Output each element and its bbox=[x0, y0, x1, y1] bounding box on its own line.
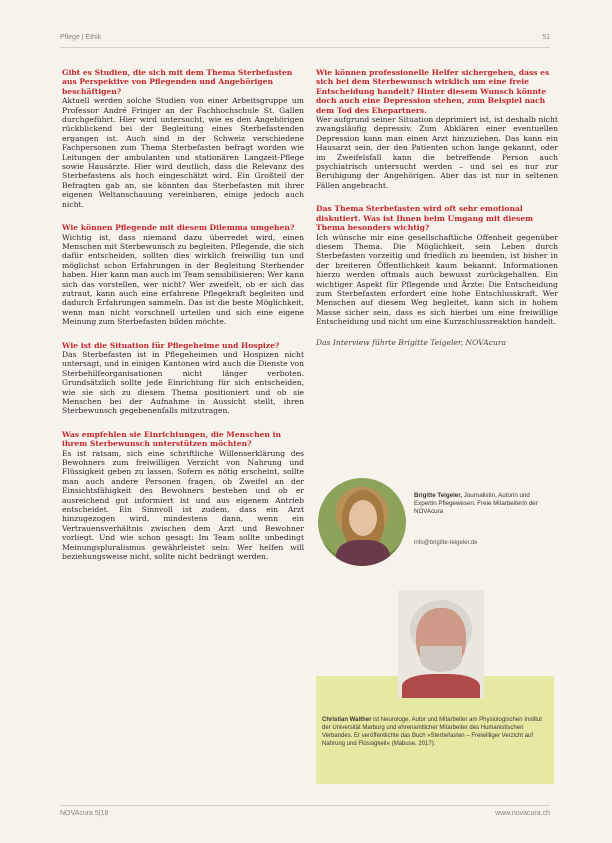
question-1: Gibt es Studien, die sich mit dem Thema Sterbefasten aus Perspektive von Pflegenden und Angehörigen beschäftigen? bbox=[62, 68, 293, 96]
bio-teigeler bbox=[414, 492, 550, 517]
author-photo-walther bbox=[398, 590, 484, 698]
answer-4: Es ist ratsam, sich eine schriftliche Willenserklärung des Bewohners zum freiwilligen Verzicht von Nahrung und Flüssigkeit geben zu lassen. Sofern es nötig erscheint, sollte man auch andere Personen fragen, ob Zweifel an der Einsichtsfähigkeit des Bewohners bestehen und ob er ausreichend gut informiert ist und aus eigenem Antrieb entscheidet. Ein Sinnvoll ist zudem, dass ein Arzt hinzugezogen wird, mindestens dann, wenn ein Vertrauensverhältnis zwischen dem Arzt und Bewohner vorliegt. Und wie schon gesagt: Im Team sollte unbedingt Meinungspluralismus gewährleistet sein: Wer helfen will beziehungsweise nicht, sollte nicht bedrängt werden. bbox=[62, 448, 304, 562]
answer-3: Das Sterbefasten ist in Pflegeheimen und Hospizen nicht untersagt, und in einigen Kantonen wird auch die Dienste von Sterbehilfeorganisationen nicht länger verboten. Grundsätzlich sollte jede Einrichtung für sich entscheiden, wie sie sich zu diesem Thema positioniert und ob sie Menschen bei der Aufnahme in Aussicht stellt, ihren Sterbewunsch gegebenenfalls mitzutragen. bbox=[62, 349, 304, 416]
right-column bbox=[316, 68, 558, 327]
running-header bbox=[60, 34, 550, 46]
question-2: Wie können Pflegende mit diesem Dilemma umgehen? bbox=[62, 223, 295, 233]
header-section: Pflege | Ethik bbox=[60, 34, 102, 41]
bio-walther-text: ist Neurologe, Autor und Mitarbeiter am Physiologischen Institut der Universität Marburg und ehrenamtlicher Mitarbeiter des Humanistischen Verbandes. Er veröffentlichte das Buch »Sterbefasten – Freiwilliger Verzicht auf Nahrung und Flüssigkeit« (Mabuse, 2017). bbox=[322, 717, 542, 747]
question-3: Wie ist die Situation für Pflegeheime und Hospize? bbox=[62, 340, 280, 350]
left-column bbox=[62, 68, 304, 562]
footer-issue: NOVAcura 5|18 bbox=[60, 810, 109, 817]
footer-website[interactable]: www.novacura.ch bbox=[495, 810, 550, 817]
answer-1: Aktuell werden solche Studien von einer Arbeitsgruppe um Professor André Fringer an der Fachhochschule St. Gallen durchgeführt. Hier wird untersucht, wie es den Angehörigen rückblickend bei der Begleitung eines Sterbefastenden ergangen ist. Auch sind in der Schweiz verschiedene Fachpersonen zum Thema Sterbefasten befragt worden wie Leitungen der ambulanten und stationären Langzeit-Pflege sowie Hausärzte. Hier wird deutlich, dass die Relevanz des Sterbefastens als hoch eingeschätzt wird. Ein Großteil der Befragten gab an, sie könnten das Sterbefasten mit ihrer eigenen Weltanschauung vereinbaren, einige jedoch auch nicht. bbox=[62, 96, 304, 209]
question-6: Das Thema Sterbefasten wird oft sehr emotional diskutiert. Was ist Ihnen beim Umgang mit diesem Thema besonders wichtig? bbox=[316, 204, 534, 233]
bio-teigeler-text: Journalistin, Autorin und Expertin Pflegewesen. Freie Mitarbeiterin der NOVAcura bbox=[414, 492, 538, 516]
answer-2: Wichtig ist, dass niemand dazu überredet wird, einen Menschen mit Sterbewunsch zu begleiten. Pflegende, die sich dafür entscheiden, sollten dies wirklich freiwillig tun und möglichst schon Erfahrungen in der Begleitung Sterbender haben. Hier kann man auch im Team sensibilisieren: Wer kann sich das vorstellen, wer nicht? Wer zweifelt, ob er sich das zutraut, kann auch eine erfahrene Pflegekraft begleiten und dadurch Erfahrungen sammeln. Das ist die beste Möglichkeit, wenn man nicht vorschnell urteilen und sich eine eigene Meinung zum Sterbefasten bilden möchte. bbox=[62, 232, 304, 327]
answer-5: Wer aufgrund seiner Situation deprimiert ist, ist deshalb nicht zwangsläufig depressiv. Zum Abklären einer eventuellen Depression kann man einen Arzt hinzuziehen. Das kann ein Hausarzt sein, der den Patienten schon lange gekannt, oder im Zweifelsfall kann die betreffende Person auch psychiatrisch untersucht werden – und sei es nur zur Beruhigung der Angehörigen. Aber das ist nur in seltenen Fällen angebracht. bbox=[316, 115, 558, 190]
interview-signature: Das Interview führte Brigitte Teigeler, NOVAcura bbox=[316, 338, 507, 347]
answer-6: Ich wünsche mir eine gesellschaftliche Offenheit gegenüber diesem Thema. Die Möglichkeit, sein Leben durch Sterbefasten vorzeitig und friedlich zu beenden, ist bisher in der breiteren Öffentlichkeit kaum bekannt. Informationen hierzu werden oftmals auch bewusst zurückgehalten. Ein wichtiger Aspekt für Pflegende und Ärzte: Die Entscheidung zum Sterbefasten erfordert eine hohe Entschlusskraft. Wer Menschen auf diesem Weg begleitet, kann sich in hohem Masse sicher sein, dass es sich hierbei um eine freiwillige Entscheidung und nicht um eine Kurzschlussreaktion handelt. bbox=[316, 232, 558, 327]
page-number: 51 bbox=[542, 34, 550, 41]
bio-teigeler-name: Brigitte Teigeler, bbox=[414, 492, 463, 499]
bio-teigeler-email[interactable]: info@brigitte-teigeler.de bbox=[414, 540, 478, 546]
question-5: Wie können professionelle Helfer sichergehen, dass es sich bei dem Sterbewunsch wirklich um eine freie Entscheidung handelt? Hinter diesem Wunsch könnte doch auch eine Depression stehen, zum Beispiel nach dem Tod des Ehepartners. bbox=[316, 68, 550, 115]
bio-walther bbox=[322, 716, 548, 748]
bio-walther-name: Christian Walther bbox=[322, 717, 372, 723]
footer-rule bbox=[60, 805, 550, 806]
question-4: Was empfehlen sie Einrichtungen, die Menschen in ihrem Sterbewunsch unterstützen möchten? bbox=[62, 429, 281, 449]
header-rule bbox=[60, 47, 550, 48]
author-photo-teigeler bbox=[318, 478, 406, 566]
